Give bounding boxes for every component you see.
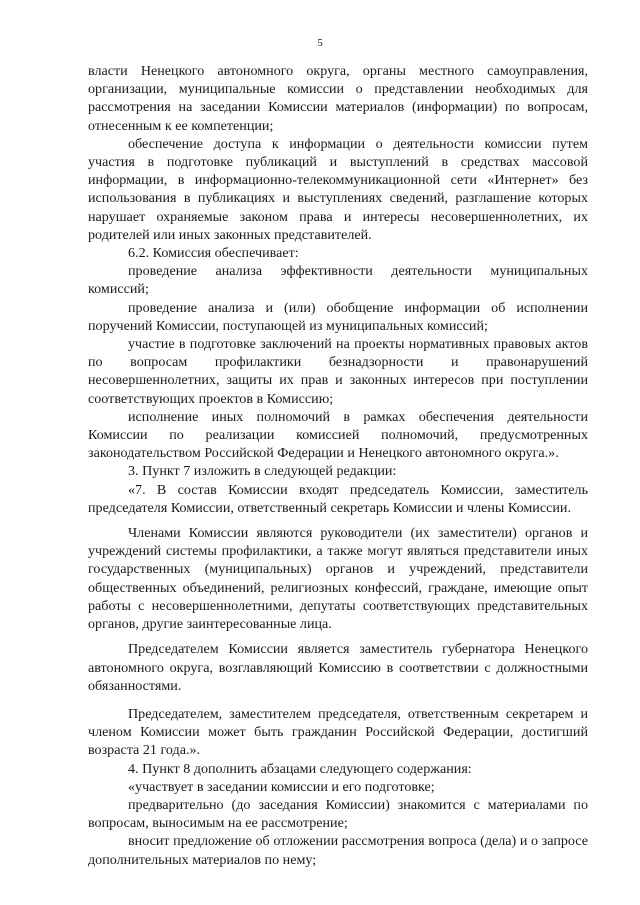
paragraph-draft-conclusions: участие в подготовке заключений на проекты нормативных правовых актов по вопросам профилактики безнадзорности и правонарушений несовершеннолетних, защиты их прав и законных интересов при поступлении соответствующих проектов в Комиссию; — [88, 336, 588, 407]
paragraph-chairman: Председателем Комиссии является заместитель губернатора Ненецкого автономного округа, возглавляющий Комиссию в соответствии с должностными обязанностями. — [88, 641, 588, 694]
paragraph-age-requirement: Председателем, заместителем председателя, ответственным секретарем и членом Комиссии может быть гражданин Российской Федерации, достигший возраста 21 года.». — [88, 705, 588, 759]
paragraph-clause-4: 4. Пункт 8 дополнить абзацами следующего содержания: — [128, 760, 472, 777]
paragraph-other-powers: исполнение иных полномочий в рамках обеспечения деятельности Комиссии по реализации комиссией полномочий, предусмотренных законодательством Российской Федерации и Ненецкого автономного округа.». — [88, 408, 588, 462]
paragraph-instructions-analysis: проведение анализа и (или) обобщение информации об исполнении поручений Комиссии, поступающей из муниципальных комиссий; — [88, 299, 588, 334]
paragraph-efficiency-analysis: проведение анализа эффективности деятельности муниципальных комиссий; — [88, 263, 588, 298]
paragraph-commission-members: Членами Комиссии являются руководители (их заместители) органов и учреждений системы профилактики, а также могут являться представители иных государственных (муниципальных) органов и учреждений, представители общественных объединений, религиозных конфессий, граждане, имеющие опыт работы с несовершеннолетними, депутаты соответствующих представительных органов, другие заинтересованные лица. — [88, 525, 588, 633]
paragraph-clause-6-2: 6.2. Комиссия обеспечивает: — [128, 245, 299, 262]
paragraph-participates: «участвует в заседании комиссии и его подготовке; — [128, 778, 435, 795]
paragraph-postponement: вносит предложение об отложении рассмотрения вопроса (дела) и о запросе дополнительных материалов по нему; — [88, 833, 588, 868]
page-number: 5 — [317, 37, 323, 49]
paragraph-clause-7-composition: «7. В состав Комиссии входят председатель Комиссии, заместитель председателя Комиссии, ответственный секретарь Комиссии и члены Комиссии. — [88, 481, 588, 516]
paragraph-clause-3: 3. Пункт 7 изложить в следующей редакции: — [128, 463, 397, 480]
document-body — [88, 62, 588, 869]
paragraph-reviews-materials: предварительно (до заседания Комиссии) знакомится с материалами по вопросам, выносимым на ее рассмотрение; — [88, 796, 588, 832]
paragraph-authorities-request: власти Ненецкого автономного округа, органы местного самоуправления, организации, муниципальные комиссии о представлении необходимых для рассмотрения на заседании Комиссии материалов (информации) по вопросам, отнесенным к ее компетенции; — [88, 63, 588, 134]
paragraph-information-access: обеспечение доступа к информации о деятельности комиссии путем участия в подготовке публикаций и выступлений в средствах массовой информации, в информационно-телекоммуникационной сети «Интернет» без использования в публикациях и выступлениях сведений, разглашение которых нарушает охраняемые законом права и интересы несовершеннолетних, их родителей или иных законных представителей. — [88, 135, 588, 243]
